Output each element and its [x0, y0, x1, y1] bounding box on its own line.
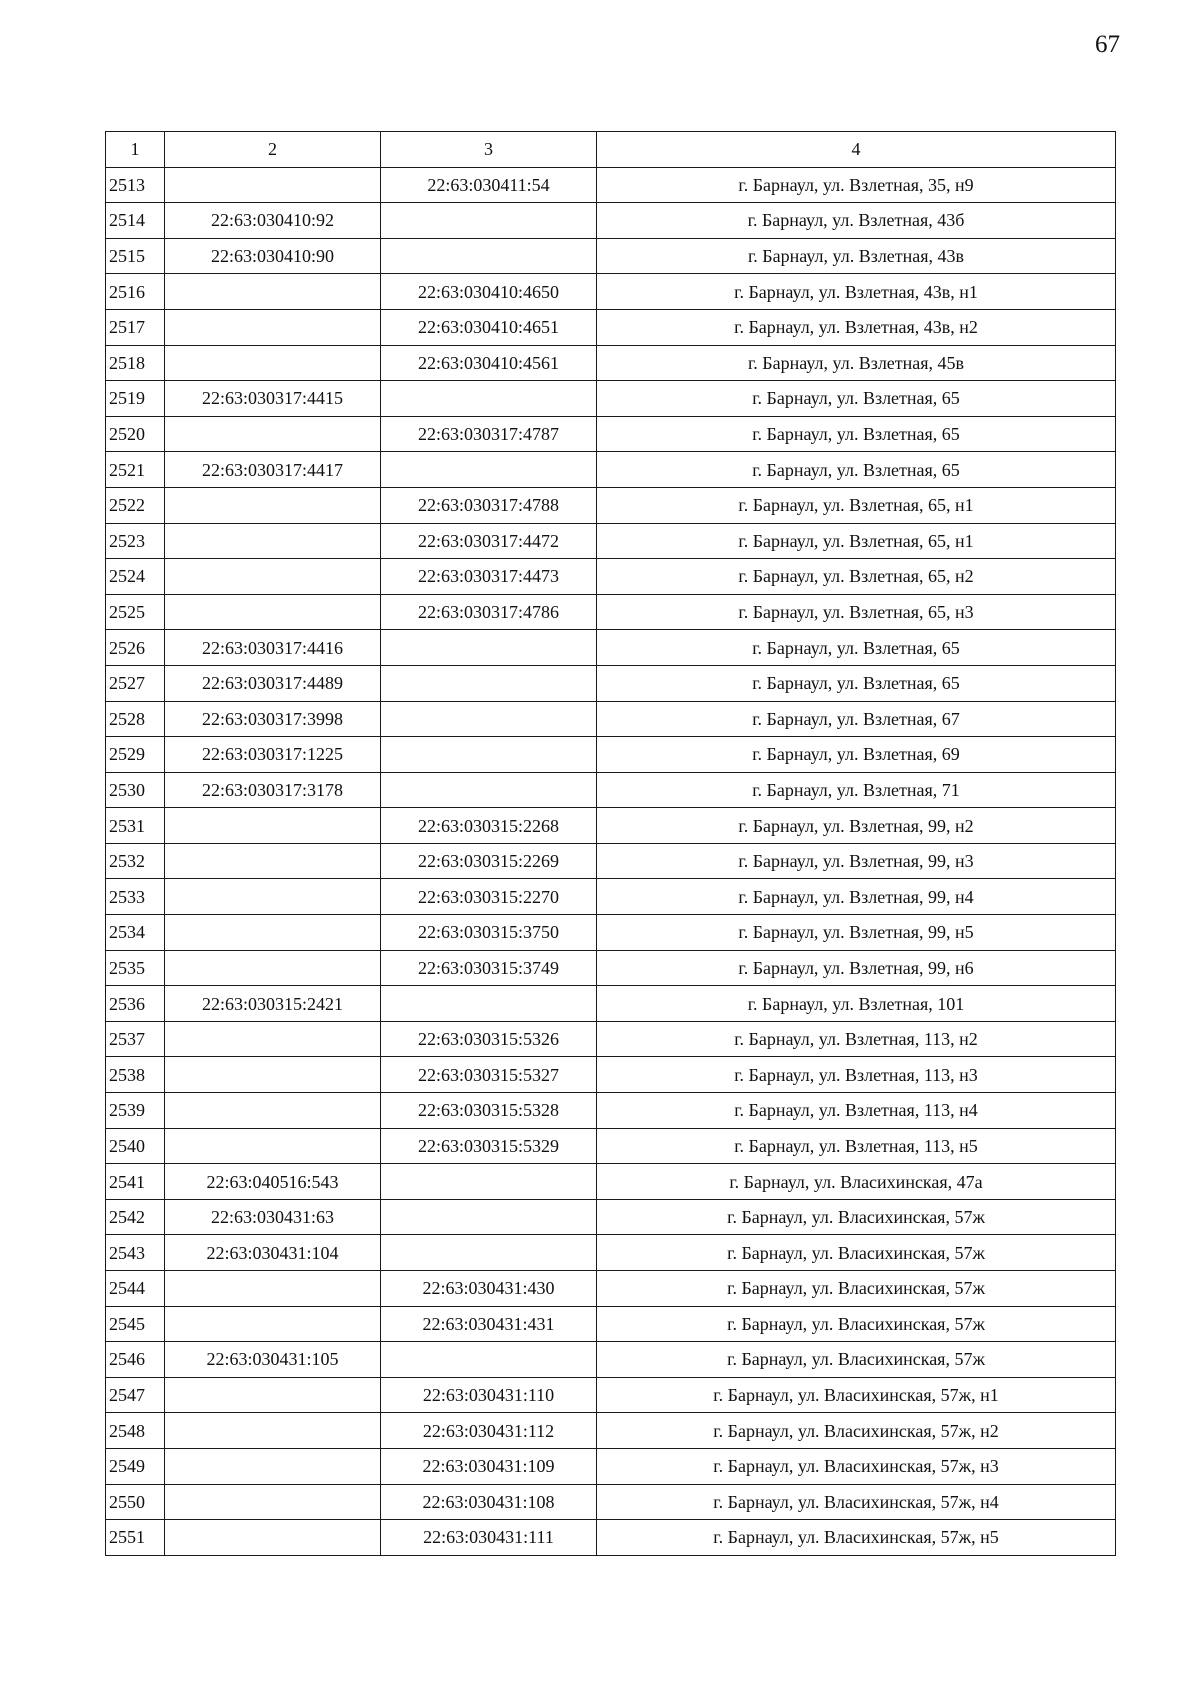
- table-row: [106, 772, 1116, 808]
- table-row: [106, 808, 1116, 844]
- table-row: [106, 1199, 1116, 1235]
- header-cell-3: 3: [381, 132, 597, 168]
- cadastral-number-cell: [165, 1057, 381, 1093]
- cadastral-number-room-cell: [381, 1342, 597, 1378]
- address-cell: г. Барнаул, ул. Взлетная, 99, н2: [597, 808, 1116, 844]
- table-row: [106, 1520, 1116, 1556]
- cadastral-number-room-cell: [381, 772, 597, 808]
- cadastral-number-cell: 22:63:030315:2421: [165, 986, 381, 1022]
- cadastral-number-room-cell: 22:63:030317:4786: [381, 594, 597, 630]
- address-cell: г. Барнаул, ул. Взлетная, 43в: [597, 238, 1116, 274]
- row-number-cell: 2543: [106, 1235, 165, 1271]
- cadastral-number-cell: 22:63:030317:4489: [165, 665, 381, 701]
- cadastral-number-cell: [165, 1271, 381, 1307]
- table-row: [106, 630, 1116, 666]
- table-row: [106, 665, 1116, 701]
- cadastral-number-room-cell: 22:63:030315:2269: [381, 843, 597, 879]
- address-cell: г. Барнаул, ул. Взлетная, 65: [597, 630, 1116, 666]
- address-cell: г. Барнаул, ул. Взлетная, 65, н1: [597, 487, 1116, 523]
- cadastral-number-cell: [165, 915, 381, 951]
- row-number-cell: 2533: [106, 879, 165, 915]
- row-number-cell: 2513: [106, 167, 165, 203]
- table-row: [106, 238, 1116, 274]
- row-number-cell: 2549: [106, 1448, 165, 1484]
- address-cell: г. Барнаул, ул. Взлетная, 99, н3: [597, 843, 1116, 879]
- cadastral-number-room-cell: [381, 630, 597, 666]
- row-number-cell: 2540: [106, 1128, 165, 1164]
- row-number-cell: 2516: [106, 274, 165, 310]
- table-row: [106, 950, 1116, 986]
- table-row: [106, 309, 1116, 345]
- cadastral-number-room-cell: 22:63:030315:3749: [381, 950, 597, 986]
- row-number-cell: 2539: [106, 1093, 165, 1129]
- address-cell: г. Барнаул, ул. Власихинская, 57ж, н1: [597, 1377, 1116, 1413]
- address-cell: г. Барнаул, ул. Власихинская, 57ж: [597, 1199, 1116, 1235]
- cadastral-number-cell: [165, 594, 381, 630]
- address-cell: г. Барнаул, ул. Взлетная, 65, н2: [597, 559, 1116, 595]
- cadastral-number-room-cell: 22:63:030317:4787: [381, 416, 597, 452]
- address-cell: г. Барнаул, ул. Власихинская, 57ж, н2: [597, 1413, 1116, 1449]
- table-row: [106, 1377, 1116, 1413]
- cadastral-number-room-cell: 22:63:030315:5328: [381, 1093, 597, 1129]
- address-cell: г. Барнаул, ул. Власихинская, 47а: [597, 1164, 1116, 1200]
- cadastral-number-cell: 22:63:030317:4416: [165, 630, 381, 666]
- cadastral-number-cell: 22:63:030410:90: [165, 238, 381, 274]
- row-number-cell: 2542: [106, 1199, 165, 1235]
- table-row: [106, 345, 1116, 381]
- cadastral-number-room-cell: 22:63:030317:4473: [381, 559, 597, 595]
- row-number-cell: 2527: [106, 665, 165, 701]
- cadastral-number-cell: [165, 843, 381, 879]
- address-cell: г. Барнаул, ул. Взлетная, 43б: [597, 203, 1116, 239]
- cadastral-number-room-cell: 22:63:030410:4650: [381, 274, 597, 310]
- address-cell: г. Барнаул, ул. Взлетная, 65, н3: [597, 594, 1116, 630]
- cadastral-number-cell: [165, 416, 381, 452]
- registry-table: [105, 131, 1116, 1556]
- row-number-cell: 2547: [106, 1377, 165, 1413]
- address-cell: г. Барнаул, ул. Взлетная, 71: [597, 772, 1116, 808]
- row-number-cell: 2526: [106, 630, 165, 666]
- cadastral-number-cell: [165, 167, 381, 203]
- cadastral-number-room-cell: 22:63:030431:430: [381, 1271, 597, 1307]
- address-cell: г. Барнаул, ул. Власихинская, 57ж: [597, 1235, 1116, 1271]
- cadastral-number-cell: 22:63:030317:1225: [165, 737, 381, 773]
- table-row: [106, 274, 1116, 310]
- cadastral-number-cell: 22:63:030431:63: [165, 1199, 381, 1235]
- cadastral-number-room-cell: [381, 1199, 597, 1235]
- cadastral-number-cell: 22:63:030317:4415: [165, 381, 381, 417]
- row-number-cell: 2522: [106, 487, 165, 523]
- cadastral-number-room-cell: 22:63:030315:2270: [381, 879, 597, 915]
- cadastral-number-cell: [165, 950, 381, 986]
- cadastral-number-cell: [165, 1484, 381, 1520]
- cadastral-number-room-cell: [381, 1235, 597, 1271]
- cadastral-number-cell: 22:63:030317:3998: [165, 701, 381, 737]
- cadastral-number-cell: [165, 1128, 381, 1164]
- row-number-cell: 2524: [106, 559, 165, 595]
- address-cell: г. Барнаул, ул. Взлетная, 99, н4: [597, 879, 1116, 915]
- table-header: [106, 132, 1116, 168]
- row-number-cell: 2531: [106, 808, 165, 844]
- table-row: [106, 594, 1116, 630]
- address-cell: г. Барнаул, ул. Взлетная, 67: [597, 701, 1116, 737]
- cadastral-number-cell: [165, 1448, 381, 1484]
- cadastral-number-room-cell: 22:63:030315:5329: [381, 1128, 597, 1164]
- address-cell: г. Барнаул, ул. Взлетная, 65: [597, 665, 1116, 701]
- cadastral-number-cell: 22:63:030317:4417: [165, 452, 381, 488]
- cadastral-number-cell: [165, 1520, 381, 1556]
- cadastral-number-cell: [165, 808, 381, 844]
- cadastral-number-cell: [165, 879, 381, 915]
- cadastral-number-cell: [165, 523, 381, 559]
- cadastral-number-cell: 22:63:030410:92: [165, 203, 381, 239]
- row-number-cell: 2551: [106, 1520, 165, 1556]
- cadastral-number-room-cell: 22:63:030315:3750: [381, 915, 597, 951]
- table-row: [106, 452, 1116, 488]
- address-cell: г. Барнаул, ул. Взлетная, 113, н2: [597, 1021, 1116, 1057]
- row-number-cell: 2550: [106, 1484, 165, 1520]
- row-number-cell: 2541: [106, 1164, 165, 1200]
- address-cell: г. Барнаул, ул. Власихинская, 57ж, н4: [597, 1484, 1116, 1520]
- header-cell-2: 2: [165, 132, 381, 168]
- row-number-cell: 2528: [106, 701, 165, 737]
- cadastral-number-cell: 22:63:040516:543: [165, 1164, 381, 1200]
- cadastral-number-room-cell: 22:63:030431:112: [381, 1413, 597, 1449]
- address-cell: г. Барнаул, ул. Взлетная, 43в, н2: [597, 309, 1116, 345]
- row-number-cell: 2538: [106, 1057, 165, 1093]
- row-number-cell: 2534: [106, 915, 165, 951]
- address-cell: г. Барнаул, ул. Взлетная, 65: [597, 452, 1116, 488]
- row-number-cell: 2520: [106, 416, 165, 452]
- row-number-cell: 2517: [106, 309, 165, 345]
- cadastral-number-cell: [165, 274, 381, 310]
- table-row: [106, 1342, 1116, 1378]
- row-number-cell: 2515: [106, 238, 165, 274]
- row-number-cell: 2548: [106, 1413, 165, 1449]
- row-number-cell: 2546: [106, 1342, 165, 1378]
- address-cell: г. Барнаул, ул. Взлетная, 65: [597, 416, 1116, 452]
- cadastral-number-cell: [165, 309, 381, 345]
- cadastral-number-room-cell: 22:63:030317:4472: [381, 523, 597, 559]
- cadastral-number-room-cell: [381, 986, 597, 1022]
- cadastral-number-room-cell: [381, 701, 597, 737]
- table-row: [106, 986, 1116, 1022]
- row-number-cell: 2544: [106, 1271, 165, 1307]
- page-number: 67: [1095, 31, 1120, 58]
- table-row: [106, 1271, 1116, 1307]
- table-row: [106, 1484, 1116, 1520]
- address-cell: г. Барнаул, ул. Взлетная, 101: [597, 986, 1116, 1022]
- row-number-cell: 2519: [106, 381, 165, 417]
- cadastral-number-room-cell: 22:63:030431:110: [381, 1377, 597, 1413]
- row-number-cell: 2532: [106, 843, 165, 879]
- table-row: [106, 915, 1116, 951]
- address-cell: г. Барнаул, ул. Власихинская, 57ж, н5: [597, 1520, 1116, 1556]
- table-row: [106, 737, 1116, 773]
- cadastral-number-room-cell: [381, 452, 597, 488]
- cadastral-number-room-cell: 22:63:030431:109: [381, 1448, 597, 1484]
- cadastral-number-cell: [165, 1093, 381, 1129]
- table-row: [106, 843, 1116, 879]
- row-number-cell: 2535: [106, 950, 165, 986]
- cadastral-number-room-cell: 22:63:030431:111: [381, 1520, 597, 1556]
- row-number-cell: 2536: [106, 986, 165, 1022]
- header-cell-4: 4: [597, 132, 1116, 168]
- row-number-cell: 2523: [106, 523, 165, 559]
- cadastral-number-cell: [165, 345, 381, 381]
- cadastral-number-room-cell: 22:63:030410:4651: [381, 309, 597, 345]
- address-cell: г. Барнаул, ул. Взлетная, 43в, н1: [597, 274, 1116, 310]
- cadastral-number-room-cell: 22:63:030315:5326: [381, 1021, 597, 1057]
- cadastral-number-room-cell: 22:63:030315:5327: [381, 1057, 597, 1093]
- table-row: [106, 381, 1116, 417]
- cadastral-number-room-cell: [381, 1164, 597, 1200]
- cadastral-number-room-cell: [381, 737, 597, 773]
- cadastral-number-cell: [165, 1021, 381, 1057]
- address-cell: г. Барнаул, ул. Взлетная, 35, н9: [597, 167, 1116, 203]
- table-row: [106, 1093, 1116, 1129]
- cadastral-number-cell: [165, 1377, 381, 1413]
- row-number-cell: 2537: [106, 1021, 165, 1057]
- address-cell: г. Барнаул, ул. Взлетная, 113, н4: [597, 1093, 1116, 1129]
- table-row: [106, 523, 1116, 559]
- cadastral-number-room-cell: 22:63:030317:4788: [381, 487, 597, 523]
- cadastral-number-cell: [165, 1413, 381, 1449]
- table-row: [106, 1235, 1116, 1271]
- table-row: [106, 1448, 1116, 1484]
- address-cell: г. Барнаул, ул. Взлетная, 113, н5: [597, 1128, 1116, 1164]
- table-row: [106, 1164, 1116, 1200]
- table-row: [106, 559, 1116, 595]
- cadastral-number-room-cell: [381, 665, 597, 701]
- cadastral-number-cell: 22:63:030317:3178: [165, 772, 381, 808]
- cadastral-number-room-cell: 22:63:030411:54: [381, 167, 597, 203]
- table-body: [106, 167, 1116, 1555]
- table-row: [106, 1021, 1116, 1057]
- cadastral-number-cell: [165, 487, 381, 523]
- table-row: [106, 1057, 1116, 1093]
- cadastral-number-room-cell: 22:63:030315:2268: [381, 808, 597, 844]
- address-cell: г. Барнаул, ул. Взлетная, 99, н6: [597, 950, 1116, 986]
- cadastral-number-room-cell: [381, 238, 597, 274]
- address-cell: г. Барнаул, ул. Взлетная, 69: [597, 737, 1116, 773]
- address-cell: г. Барнаул, ул. Взлетная, 65, н1: [597, 523, 1116, 559]
- row-number-cell: 2530: [106, 772, 165, 808]
- table-row: [106, 701, 1116, 737]
- row-number-cell: 2525: [106, 594, 165, 630]
- table-row: [106, 416, 1116, 452]
- address-cell: г. Барнаул, ул. Власихинская, 57ж: [597, 1342, 1116, 1378]
- address-cell: г. Барнаул, ул. Власихинская, 57ж: [597, 1306, 1116, 1342]
- address-cell: г. Барнаул, ул. Власихинская, 57ж: [597, 1271, 1116, 1307]
- row-number-cell: 2514: [106, 203, 165, 239]
- header-row: [106, 132, 1116, 168]
- header-cell-1: 1: [106, 132, 165, 168]
- address-cell: г. Барнаул, ул. Взлетная, 45в: [597, 345, 1116, 381]
- cadastral-number-cell: [165, 1306, 381, 1342]
- table-row: [106, 487, 1116, 523]
- address-cell: г. Барнаул, ул. Власихинская, 57ж, н3: [597, 1448, 1116, 1484]
- cadastral-number-cell: [165, 559, 381, 595]
- cadastral-number-cell: 22:63:030431:104: [165, 1235, 381, 1271]
- cadastral-number-cell: 22:63:030431:105: [165, 1342, 381, 1378]
- table-row: [106, 167, 1116, 203]
- table-row: [106, 203, 1116, 239]
- cadastral-number-room-cell: [381, 381, 597, 417]
- address-cell: г. Барнаул, ул. Взлетная, 99, н5: [597, 915, 1116, 951]
- row-number-cell: 2518: [106, 345, 165, 381]
- row-number-cell: 2545: [106, 1306, 165, 1342]
- cadastral-number-room-cell: 22:63:030431:108: [381, 1484, 597, 1520]
- table-row: [106, 1128, 1116, 1164]
- table-row: [106, 1413, 1116, 1449]
- row-number-cell: 2521: [106, 452, 165, 488]
- address-cell: г. Барнаул, ул. Взлетная, 113, н3: [597, 1057, 1116, 1093]
- cadastral-number-room-cell: 22:63:030431:431: [381, 1306, 597, 1342]
- cadastral-number-room-cell: [381, 203, 597, 239]
- table-row: [106, 879, 1116, 915]
- address-cell: г. Барнаул, ул. Взлетная, 65: [597, 381, 1116, 417]
- table-row: [106, 1306, 1116, 1342]
- row-number-cell: 2529: [106, 737, 165, 773]
- cadastral-number-room-cell: 22:63:030410:4561: [381, 345, 597, 381]
